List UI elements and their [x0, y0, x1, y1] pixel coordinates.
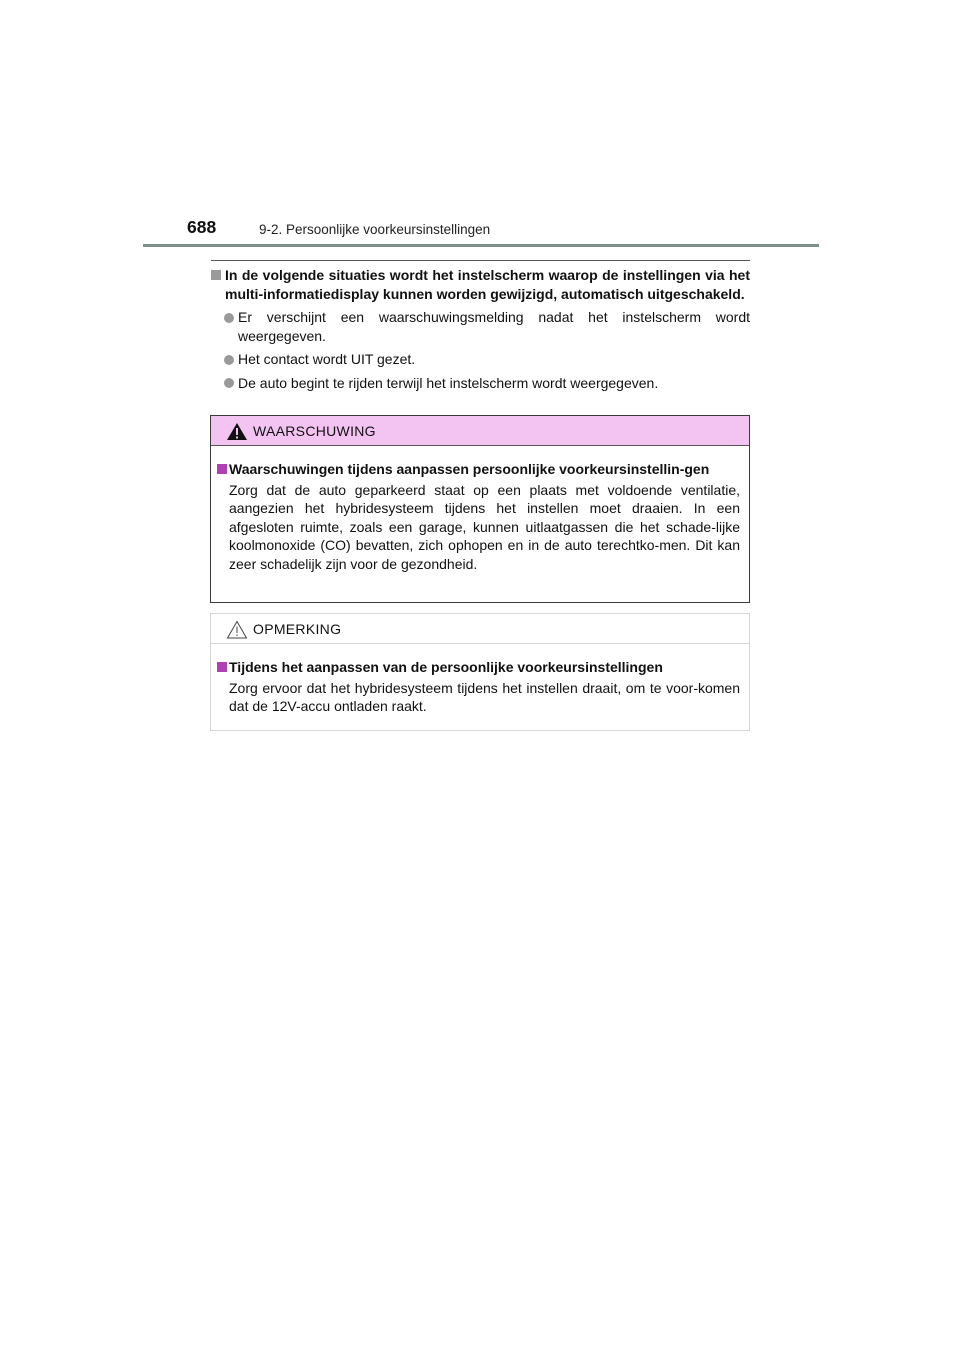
warning-body: Zorg dat de auto geparkeerd staat op een plaats met voldoende ventilatie, aangezien het hybridesysteem tijdens het instellen moet draaien. In een afgesloten ruimte, zoals een garage, kunnen uitlaatgassen die het schade-lijke koolmonoxide (CO) bevatten, zich ophopen en in de auto terechtko-men. Dit kan zeer schadelijk zijn voor de gezondheid. — [229, 481, 740, 572]
warning-triangle-outline-icon — [226, 620, 248, 639]
list-item-text: Er verschijnt een waarschuwingsmelding nadat het instelscherm wordt weergegeven. — [238, 309, 750, 344]
notice-box — [210, 613, 750, 731]
notice-heading — [217, 658, 740, 677]
notice-title: OPMERKING — [253, 621, 342, 637]
page-number: 688 — [187, 217, 217, 237]
warning-title: WAARSCHUWING — [253, 423, 376, 439]
circle-bullet-icon — [224, 378, 234, 388]
list-item-text: Het contact wordt UIT gezet. — [238, 351, 416, 367]
notice-heading-text: Tijdens het aanpassen van de persoonlijke voorkeursinstellingen — [229, 659, 663, 675]
intro-section — [211, 266, 750, 392]
list-item — [211, 308, 750, 345]
warning-header — [211, 416, 749, 446]
warning-heading-text: Waarschuwingen tijdens aanpassen persoonlijke voorkeursinstellin-gen — [229, 461, 710, 477]
square-bullet-icon — [217, 662, 227, 672]
square-bullet-icon — [211, 270, 221, 280]
list-item — [211, 350, 750, 369]
header-rule — [143, 244, 819, 247]
square-bullet-icon — [217, 464, 227, 474]
page-header — [143, 213, 819, 247]
notice-header — [211, 614, 749, 644]
warning-triangle-filled-icon — [226, 422, 248, 441]
divider — [211, 260, 750, 261]
circle-bullet-icon — [224, 313, 234, 323]
notice-body: Zorg ervoor dat het hybridesysteem tijdens het instellen draait, om te voor-komen dat de 12V-accu ontladen raakt. — [229, 679, 740, 714]
warning-box — [210, 415, 750, 603]
intro-heading — [211, 266, 750, 303]
warning-heading — [217, 460, 740, 479]
list-item — [211, 374, 750, 393]
section-title: 9-2. Persoonlijke voorkeursinstellingen — [259, 222, 491, 237]
list-item-text: De auto begint te rijden terwijl het instelscherm wordt weergegeven. — [238, 374, 659, 391]
intro-heading-text: In de volgende situaties wordt het instelscherm waarop de instellingen via het multi-informatiedisplay kunnen worden gewijzigd, automatisch uitgeschakeld. — [225, 267, 750, 302]
circle-bullet-icon — [224, 355, 234, 365]
